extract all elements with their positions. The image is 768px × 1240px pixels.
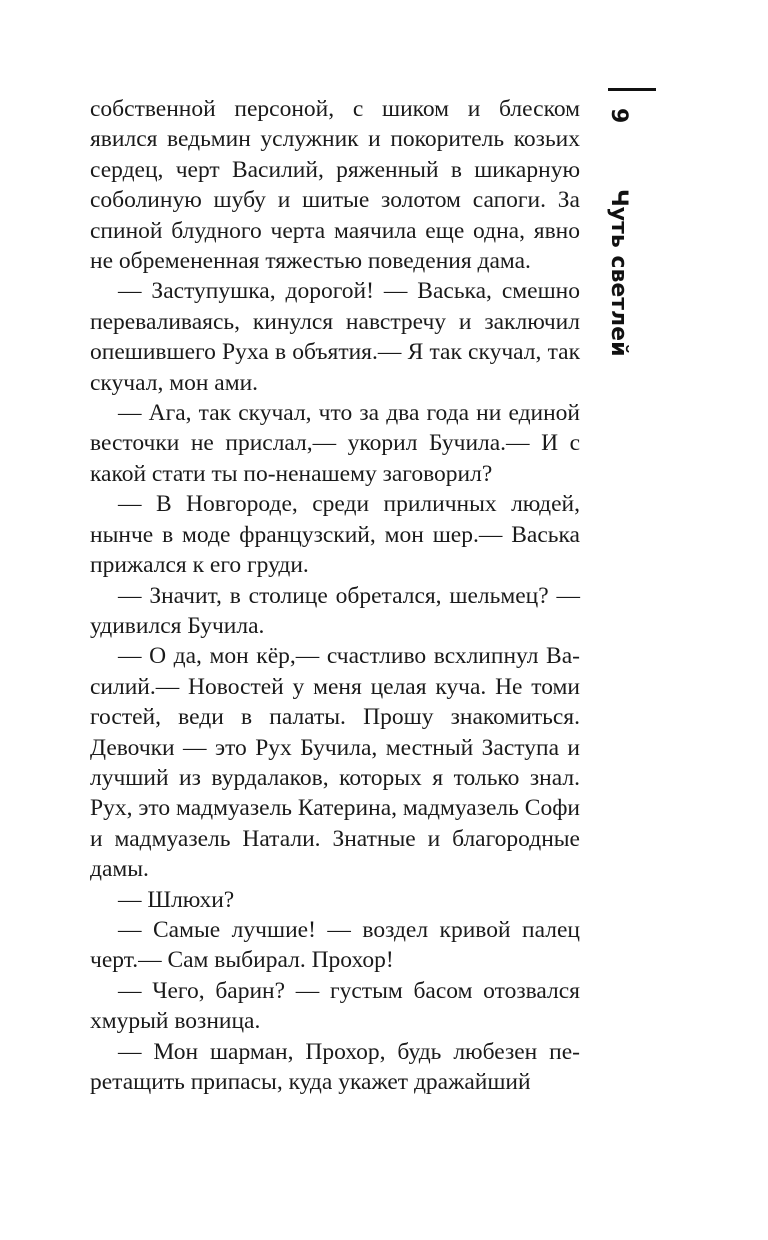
paragraph-3: — Ага, так скучал, что за два года ни единой весточки не прислал,— укорил Бучила.— И с какой стати ты по-ненашему заговорил?	[90, 400, 580, 487]
paragraph-10: — Мон шарман, Прохор, будь любезен перетащить припасы, куда укажет дражайший	[90, 1038, 580, 1095]
paragraph-6: — О да, мон кёр,— счастливо всхлипнул Василий.— Новостей у меня целая куча. Не томи гостей, веди в палаты. Прошу знакомиться. Девочки — это Рух Бучила, местный Заступа и лучший из вурдалаков, которых я только знал. Рух, это мадмуазель Катерина, мадмуазель Софи и мадмуазель Натали. Знатные и благородные дамы.	[90, 643, 580, 883]
body-text	[90, 94, 580, 1097]
paragraph-2: — Заступушка, дорогой! — Васька, смешно переваливаясь, кинулся навстречу и заключил опешившего Руха в объятия.— Я так скучал, так скучал, мон ами.	[90, 278, 580, 396]
running-head-rule	[608, 88, 656, 91]
paragraph-8: — Самые лучшие! — воздел кривой палец черт.— Сам выбирал. Прохор!	[90, 916, 580, 974]
paragraph-1: собственной персоной, с шиком и блеском явился ведьмин услужник и покоритель козьих сердец, черт Василий, ряженный в шикарную соболиную шубу и шитые золотом сапоги. За спиной блудного черта маячила еще одна, явно не обремененная тяжестью поведения дама.	[90, 96, 580, 275]
paragraph-4: — В Новгороде, среди приличных людей, нынче в моде французский, мон шер.— Васька прижался к его груди.	[90, 491, 580, 579]
paragraph-9: — Чего, барин? — густым басом отозвался хмурый возница.	[90, 977, 580, 1035]
page-number: 9	[606, 108, 631, 124]
paragraph-5: — Значит, в столице обретался, шельмец? — удивился Бучила.	[90, 582, 580, 639]
section-title: Чуть светлей	[606, 188, 631, 357]
paragraph-7: — Шлюхи?	[118, 886, 235, 913]
